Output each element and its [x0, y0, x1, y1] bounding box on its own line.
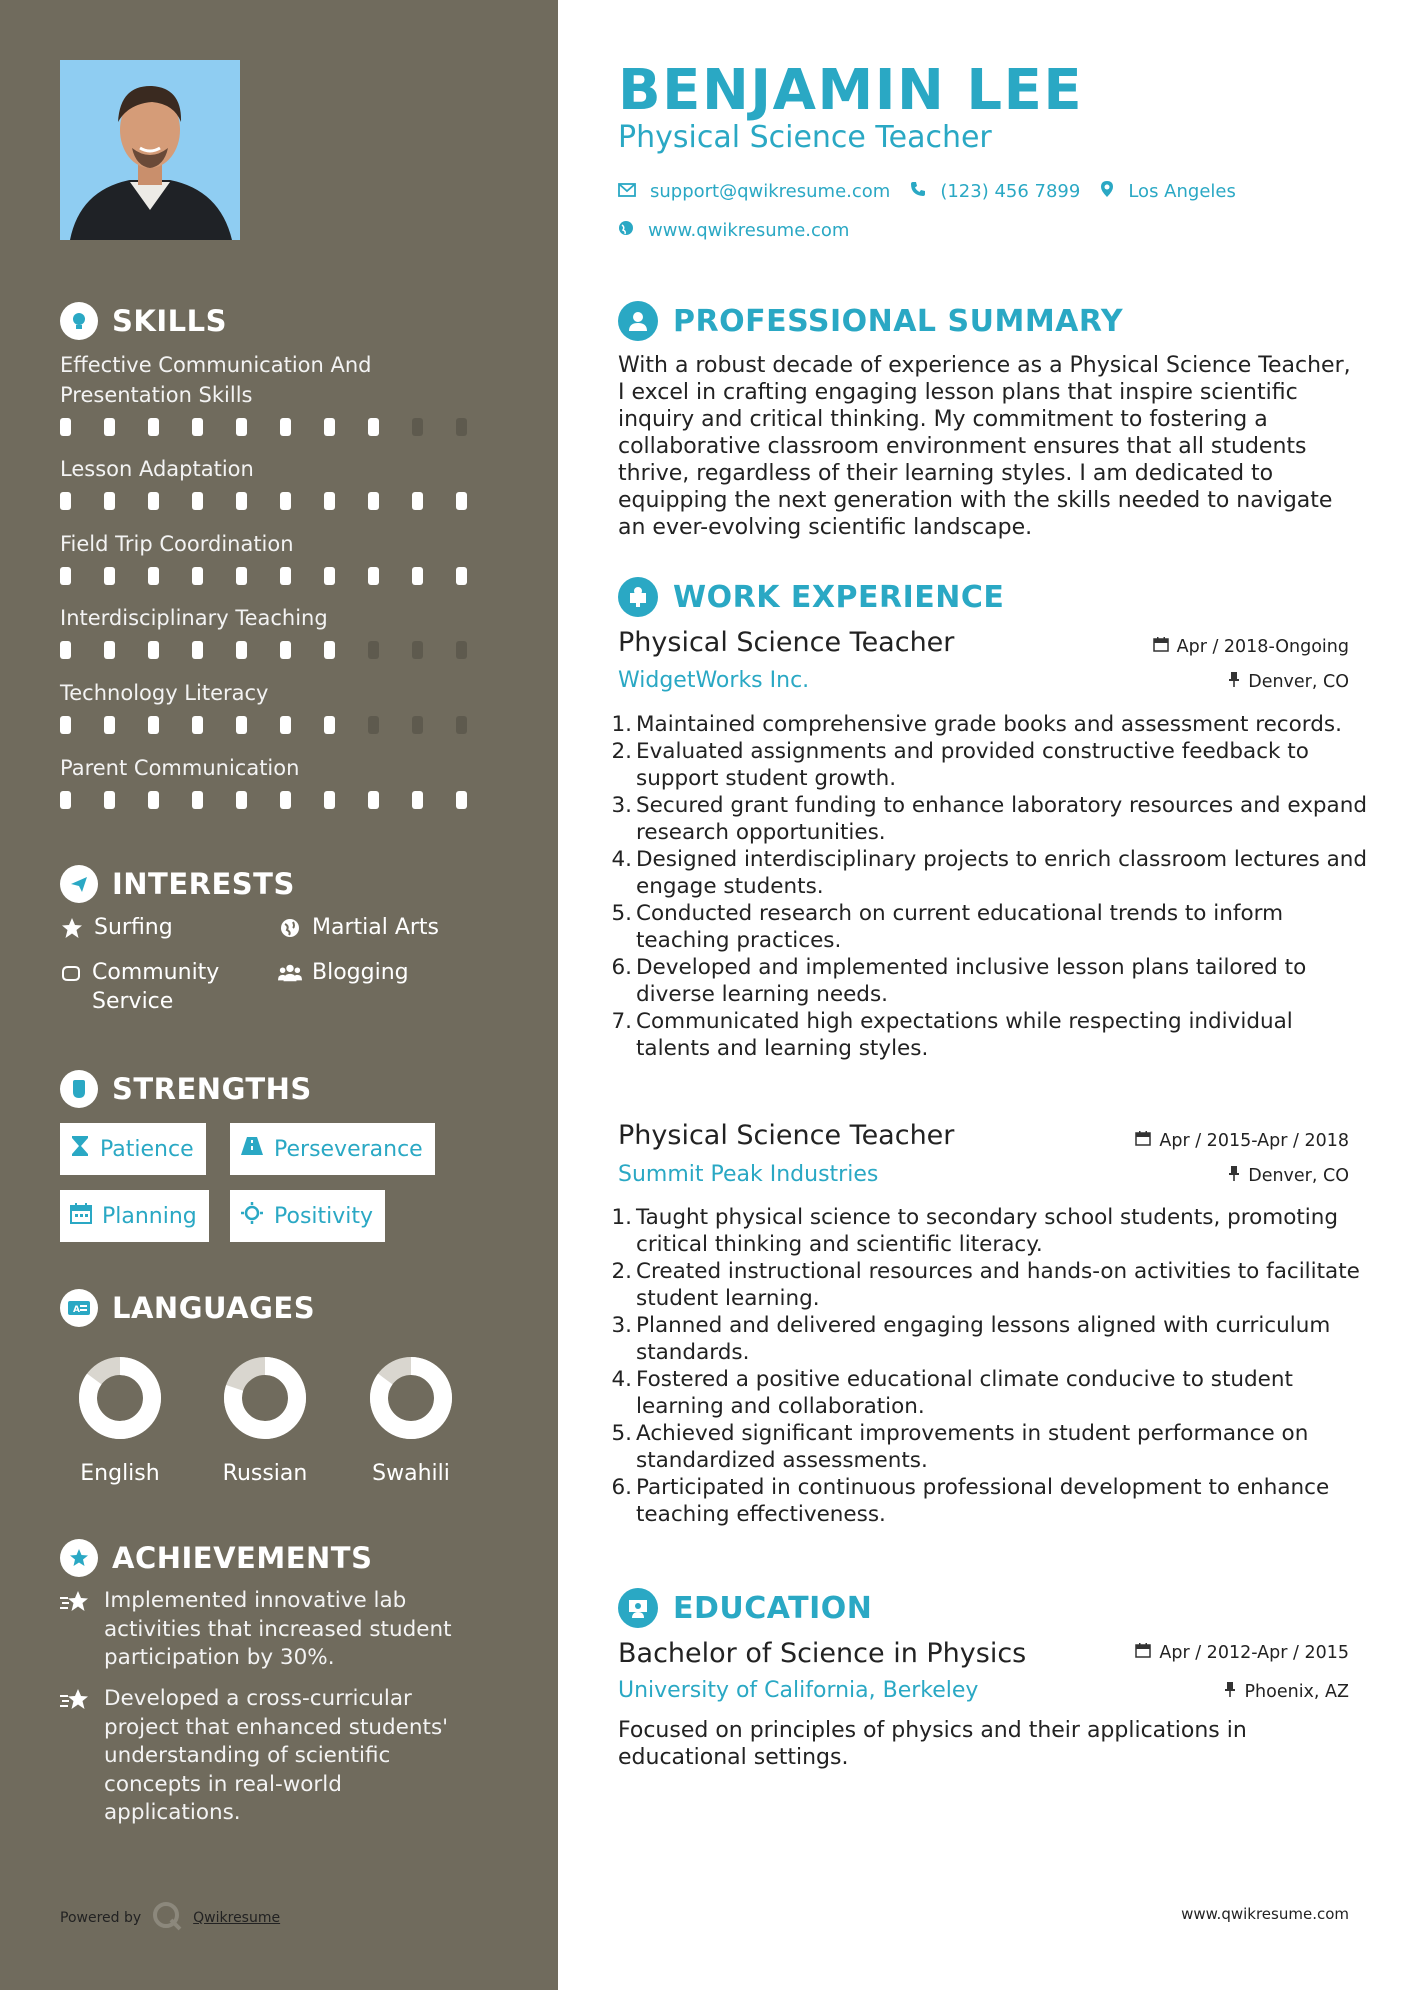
duty-item: 1. Taught physical science to secondary school students, promoting critical thinking and scientific literacy. — [611, 1205, 1339, 1257]
summary-text: With a robust decade of experience as a Physical Science Teacher, I excel in crafting engaging lesson plans that inspire scientific inquiry and critical thinking. My commitment to fostering a collaborative classroom environment ensures that all students thrive, regardless of their learning styles. I am dedicated to equipping the next generation with the skills needed to navigate an ever-evolving scientific landscape. — [618, 353, 1351, 540]
job-title: Physical Science Teacher — [618, 1120, 955, 1151]
skill-dot — [412, 567, 423, 585]
graduation-icon — [618, 1588, 658, 1628]
skill-level-dots — [60, 492, 500, 510]
skill-item — [60, 454, 500, 510]
phone-number[interactable]: (123) 456 7899 — [940, 181, 1081, 202]
language-russian: Russian — [205, 1353, 325, 1486]
skill-dot — [280, 791, 291, 809]
star-burst-icon — [60, 1587, 92, 1673]
strength-badge: Patience — [60, 1123, 206, 1175]
skill-dot — [60, 791, 71, 809]
job-location: Denver, CO — [1228, 671, 1349, 692]
website-row — [618, 220, 849, 241]
trophy-icon — [60, 1539, 98, 1577]
skill-dot — [324, 418, 335, 436]
achievement-item: Developed a cross-curricular project that enhanced students' understanding of scientific concepts in real-world applications. — [60, 1685, 480, 1828]
skill-dot — [456, 567, 467, 585]
lightbulb-icon — [60, 302, 98, 340]
skill-dot — [236, 418, 247, 436]
duty-item: 2. Created instructional resources and hands-on activities to facilitate student learning. — [611, 1259, 1360, 1311]
language-ring — [75, 1353, 165, 1443]
duties-list — [610, 711, 1370, 1062]
interest-item: Surfing — [60, 913, 173, 942]
fist-icon — [60, 1070, 98, 1108]
email-link[interactable]: support@qwikresume.com — [650, 181, 891, 202]
language-icon — [60, 1289, 98, 1327]
job-location: Denver, CO — [1228, 1165, 1349, 1186]
strength-badge: Positivity — [230, 1190, 385, 1242]
skill-dot — [236, 567, 247, 585]
paper-plane-icon — [60, 865, 98, 903]
skill-dot — [368, 716, 379, 734]
globe-icon — [618, 220, 634, 241]
duty-item: 4. Fostered a positive educational climate conducive to student learning and collaboration. — [611, 1367, 1293, 1419]
main-content — [558, 0, 1407, 1990]
skill-dot — [60, 641, 71, 659]
skill-dot — [148, 418, 159, 436]
duty-item: 5. Achieved significant improvements in student performance on standardized assessments. — [611, 1421, 1309, 1473]
svg-text:A: A — [73, 1305, 81, 1315]
skill-dot — [104, 716, 115, 734]
strengths-heading — [60, 1069, 312, 1109]
skill-dot — [236, 641, 247, 659]
envelope-icon — [618, 181, 636, 202]
duty-item: 3. Secured grant funding to enhance laboratory resources and expand research opportunities. — [611, 793, 1368, 845]
duty-item: 1. Maintained comprehensive grade books and assessment records. — [611, 712, 1342, 737]
duty-item: 3. Planned and delivered engaging lessons aligned with curriculum standards. — [611, 1313, 1331, 1365]
skill-dot — [104, 567, 115, 585]
education-description: Focused on principles of physics and their applications in educational settings. — [618, 1718, 1247, 1770]
skill-dot — [148, 567, 159, 585]
skill-name: Lesson Adaptation — [60, 457, 254, 481]
star-icon — [60, 913, 84, 942]
skill-dot — [236, 716, 247, 734]
interests-heading-label: INTERESTS — [112, 867, 295, 901]
language-swahili: Swahili — [351, 1353, 471, 1486]
person-title: Physical Science Teacher — [618, 120, 992, 155]
duty-item: 7. Communicated high expectations while respecting individual talents and learning styles. — [611, 1009, 1293, 1061]
skill-item — [60, 529, 500, 585]
skill-dot — [104, 641, 115, 659]
skill-level-dots — [60, 641, 500, 659]
skill-dot — [148, 492, 159, 510]
skill-dot — [456, 492, 467, 510]
skill-dot — [104, 791, 115, 809]
pin-icon — [1228, 671, 1240, 692]
skill-name: Parent Communication — [60, 756, 300, 780]
skill-name: Technology Literacy — [60, 681, 269, 705]
skill-dot — [148, 791, 159, 809]
skill-dot — [324, 791, 335, 809]
skill-dot — [280, 492, 291, 510]
achievements-heading-label: ACHIEVEMENTS — [112, 1541, 373, 1575]
skill-dot — [192, 716, 203, 734]
skill-dot — [60, 567, 71, 585]
skill-dot — [280, 641, 291, 659]
skill-name: Field Trip Coordination — [60, 532, 294, 556]
skill-dot — [456, 641, 467, 659]
skill-level-dots — [60, 567, 500, 585]
skill-dot — [60, 418, 71, 436]
skill-dot — [412, 492, 423, 510]
school-name: University of California, Berkeley — [618, 1678, 979, 1703]
skill-dot — [60, 492, 71, 510]
user-icon — [618, 301, 658, 341]
interest-item: Community Service — [60, 958, 260, 1016]
achievement-item: Implemented innovative lab activities that increased student participation by 30%. — [60, 1587, 480, 1673]
skill-dot — [456, 418, 467, 436]
achievements-heading — [60, 1538, 372, 1578]
skill-dot — [368, 641, 379, 659]
degree-title: Bachelor of Science in Physics — [618, 1638, 1027, 1669]
skill-dot — [192, 492, 203, 510]
skill-dot — [412, 716, 423, 734]
language-ring — [220, 1353, 310, 1443]
skill-dot — [368, 492, 379, 510]
qwikresume-link[interactable]: Qwikresume — [193, 1910, 281, 1926]
map-pin-icon — [1100, 180, 1114, 203]
skill-item — [60, 678, 500, 734]
education-location: Phoenix, AZ — [1224, 1681, 1349, 1702]
duty-item: 6. Participated in continuous professional development to enhance teaching effectiveness. — [611, 1475, 1330, 1527]
skill-dot — [280, 716, 291, 734]
skill-dot — [412, 791, 423, 809]
skill-dot — [456, 791, 467, 809]
skill-level-dots — [60, 791, 500, 809]
summary-heading: PROFESSIONAL SUMMARY — [618, 300, 1123, 342]
skill-dot — [324, 492, 335, 510]
interest-item: Blogging — [278, 958, 409, 987]
powered-by: Powered by Qwikresume — [60, 1900, 280, 1936]
skill-dot — [456, 716, 467, 734]
contact-row — [618, 180, 1236, 203]
language-ring — [366, 1353, 456, 1443]
person-name: BENJAMIN LEE — [618, 58, 1084, 123]
skill-item — [60, 753, 500, 809]
star-burst-icon — [60, 1685, 92, 1828]
pin-icon — [1224, 1681, 1236, 1702]
skill-level-dots — [60, 418, 500, 436]
interest-item: Martial Arts — [278, 913, 439, 942]
pin-icon — [1228, 1165, 1240, 1186]
skill-dot — [192, 567, 203, 585]
skill-dot — [368, 418, 379, 436]
strength-badge: Planning — [60, 1190, 209, 1242]
skill-dot — [280, 418, 291, 436]
skills-heading-label: SKILLS — [112, 304, 227, 338]
skill-dot — [236, 492, 247, 510]
skill-dot — [324, 716, 335, 734]
interests-heading — [60, 864, 295, 904]
company-name: WidgetWorks Inc. — [618, 668, 810, 693]
skills-heading — [60, 301, 227, 341]
calendar-icon — [70, 1202, 92, 1230]
skill-dot — [192, 641, 203, 659]
phone-icon — [910, 181, 926, 202]
duty-item: 2. Evaluated assignments and provided constructive feedback to support student growth. — [611, 739, 1309, 791]
calendar-icon — [1135, 1130, 1151, 1151]
skill-dot — [192, 418, 203, 436]
podium-icon — [618, 577, 658, 617]
job-title: Physical Science Teacher — [618, 627, 955, 658]
sidebar — [0, 0, 558, 1990]
skill-dot — [324, 641, 335, 659]
duty-item: 6. Developed and implemented inclusive lesson plans tailored to diverse learning needs. — [611, 955, 1307, 1007]
location-text: Los Angeles — [1128, 181, 1236, 202]
strengths-heading-label: STRENGTHS — [112, 1072, 312, 1106]
company-name: Summit Peak Industries — [618, 1162, 879, 1187]
strength-badge: Perseverance — [230, 1123, 435, 1175]
skill-dot — [236, 791, 247, 809]
languages-heading — [60, 1288, 315, 1328]
skill-dot — [412, 418, 423, 436]
skill-dot — [280, 567, 291, 585]
skill-name: Effective Communication And Presentation Skills — [60, 353, 372, 407]
skill-dot — [368, 791, 379, 809]
skill-dot — [324, 567, 335, 585]
skill-item — [60, 350, 500, 436]
road-icon — [240, 1135, 264, 1163]
users-icon — [278, 958, 302, 987]
calendar-icon — [1135, 1642, 1151, 1663]
skill-dot — [60, 716, 71, 734]
skill-dot — [412, 641, 423, 659]
skill-dot — [104, 418, 115, 436]
language-english: English — [60, 1353, 180, 1486]
skill-dot — [368, 567, 379, 585]
duty-item: 4. Designed interdisciplinary projects to enrich classroom lectures and engage students. — [611, 847, 1368, 899]
sun-icon — [240, 1201, 264, 1231]
work-heading: WORK EXPERIENCE — [618, 576, 1004, 618]
skill-dot — [104, 492, 115, 510]
job-dates: Apr / 2018-Ongoing — [1153, 636, 1349, 657]
hand-icon — [60, 958, 82, 987]
globe-icon — [278, 913, 302, 942]
profile-photo — [60, 60, 240, 240]
job-dates: Apr / 2015-Apr / 2018 — [1135, 1130, 1349, 1151]
hourglass-icon — [70, 1135, 90, 1163]
skill-dot — [192, 791, 203, 809]
duties-list — [610, 1204, 1370, 1528]
skill-dot — [148, 641, 159, 659]
skill-level-dots — [60, 716, 500, 734]
duty-item: 5. Conducted research on current educational trends to inform teaching practices. — [611, 901, 1284, 953]
qwikresume-logo-icon — [151, 1900, 183, 1936]
skill-name: Interdisciplinary Teaching — [60, 606, 328, 630]
skill-item — [60, 603, 500, 659]
skill-dot — [148, 716, 159, 734]
calendar-icon — [1153, 636, 1169, 657]
footer-url[interactable]: www.qwikresume.com — [1181, 1905, 1349, 1923]
education-dates: Apr / 2012-Apr / 2015 — [1135, 1642, 1349, 1663]
website-link[interactable]: www.qwikresume.com — [648, 220, 850, 241]
languages-heading-label: LANGUAGES — [112, 1291, 316, 1325]
education-heading: EDUCATION — [618, 1587, 872, 1629]
